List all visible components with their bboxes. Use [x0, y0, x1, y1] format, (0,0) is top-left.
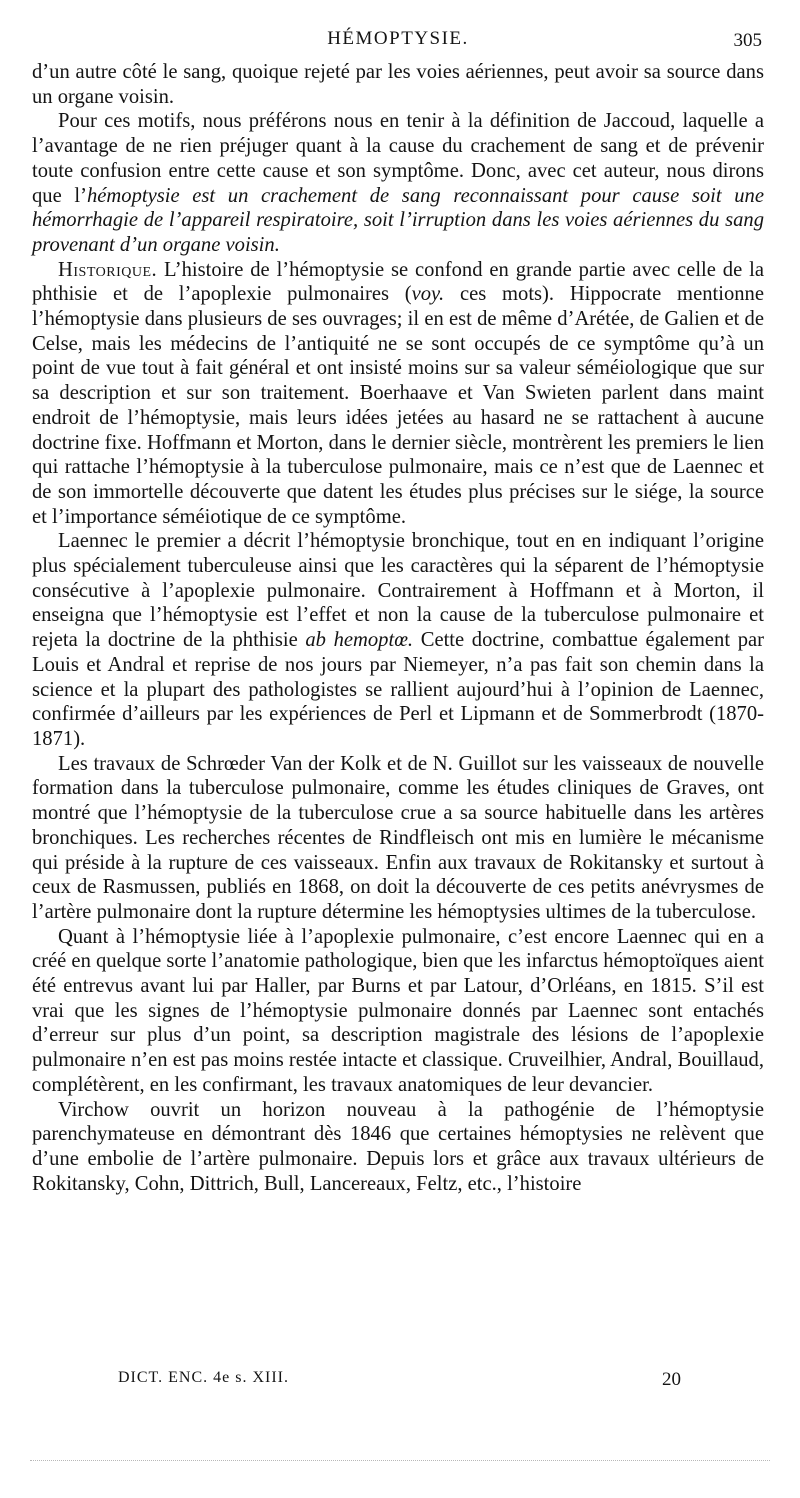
paragraph-virchow: Virchow ouvrit un horizon nouveau à la pathogénie de l’hémoptysie parenchymateuse en démontrant dès 1846 que certaines hémoptysies ne relèvent que d’une embolie de l’artère pulmonaire. Depuis lors et grâce aux travaux ultérieurs de Rokitansky, Cohn, Dittrich, Bull, Lancereaux, Feltz, etc., l’histoire [32, 1098, 764, 1195]
paragraph-laennec [32, 529, 764, 751]
paragraph-definition [32, 109, 764, 257]
voy-abbreviation: voy. [411, 283, 445, 306]
historique-text-b: ces mots). Hippocrate mentionne l’hémoptysie dans plusieurs de ses ouvrages; il en est de même d’Arétée, de Galien et de Celse, mais les médecins de l’antiquité ne se sont occupés de ce symptôme qu’à un point de vue tout à fait général et ont insisté moins sur sa valeur séméiologique que sur sa description et sur son traitement. Boerhaave et Van Swieten parlent dans maint endroit de l’hémoptysie, mais leurs idées jetées au hasard ne se rattachent à aucune doctrine fixe. Hoffmann et Morton, dans le dernier siècle, montrèrent les premiers le lien qui rattache l’hémoptysie à la tuberculose pulmonaire, mais ce n’est que de Laennec et de son immortelle découverte que datent les études plus précises sur le siége, la source et l’importance séméiotique de ce symptôme. [32, 283, 764, 528]
page-number: 305 [733, 30, 762, 51]
paragraph-continuation: d’un autre côté le sang, quoique rejeté par les voies aériennes, peut avoir sa source dans un organe voisin. [32, 61, 764, 108]
page-footer [32, 1369, 764, 1395]
latin-phrase: ab hemoptœ. [305, 629, 414, 652]
paragraph-historique [32, 258, 764, 530]
running-title: HÉMOPTYSIE. [327, 28, 469, 49]
historique-text-a: L’histoire de l’hémoptysie se confond en grande partie avec celle de la phthisie et de l’apoplexie pulmonaires ( [32, 258, 764, 306]
section-heading-historique: Historique. [58, 258, 158, 281]
paragraph-apoplexie: Quant à l’hémoptysie liée à l’apoplexie pulmonaire, c’est encore Laennec qui en a créé en quelque sorte l’anatomie pathologique, bien que les infarctus hémoptoïques aient été entrevus avant lui par Haller, par Burns et par Latour, d’Orléans, en 1815. S’il est vrai que les signes de l’hémoptysie pulmonaire donnés par Laennec sont entachés d’erreur sur plus d’un point, sa description magistrale des lésions de l’apoplexie pulmonaire n’en est pas moins restée intacte et classique. Cruveilhier, Andral, Bouillaud, complétèrent, en les confirmant, les travaux anatomiques de leur devancier. [32, 925, 764, 1096]
paragraph-travaux: Les travaux de Schrœder Van der Kolk et de N. Guillot sur les vaisseaux de nouvelle formation dans la tuberculose pulmonaire, comme les études cliniques de Graves, ont montré que l’hémoptysie de la tuberculose crue a sa source habituelle dans les artères bronchiques. Les recherches récentes de Rindfleisch ont mis en lumière le mécanisme qui préside à la rupture de ces vaisseaux. Enfin aux travaux de Rokitansky et surtout à ceux de Rasmussen, publiés en 1868, on doit la découverte de ces petits anévrysmes de l’artère pulmonaire dont la rupture détermine les hémoptysies ultimes de la tuberculose. [32, 752, 764, 923]
definition-italic: hémoptysie est un crachement de sang reconnaissant pour cause soit une hémorrhagie de l’appareil respiratoire, soit l’irruption dans les voies aériennes du sang provenant d’un organe voisin. [32, 184, 764, 256]
page-header [32, 28, 764, 54]
sheet-number: 20 [662, 1369, 681, 1390]
article-body [32, 60, 764, 1196]
definition-intro: Pour ces motifs, nous préférons nous en tenir à la définition de Jaccoud, laquelle a l’avantage de ne rien préjuger quant à la cause du crachement de sang et de prévenir toute confusion entre cette cause et son symptôme. Donc, avec cet auteur, nous dirons que l’ [32, 110, 764, 207]
printer-signature: DICT. ENC. 4e s. XIII. [118, 1369, 290, 1386]
laennec-text-a: Laennec le premier a décrit l’hémoptysie bronchique, tout en en indiquant l’origine plus spécialement tuberculeuse ainsi que les caractères qui la séparent de l’hémoptysie consécutive à l’apoplexie pulmonaire. Contrairement à Hoffmann et à Morton, il enseigna que l’hémoptysie est l’effet et non la cause de la tuberculose pulmonaire et rejeta la doctrine de la phthisie [32, 530, 764, 652]
laennec-text-b: Cette doctrine, combattue également par Louis et Andral et reprise de nos jours par Niemeyer, n’a pas fait son chemin dans la science et la plupart des pathologistes se rallient aujourd’hui à l’opinion de Laennec, confirmée d’ailleurs par les expériences de Perl et Lipmann et de Sommerbrodt (1870-1871). [32, 629, 764, 750]
scan-artifact-line [30, 1460, 770, 1461]
